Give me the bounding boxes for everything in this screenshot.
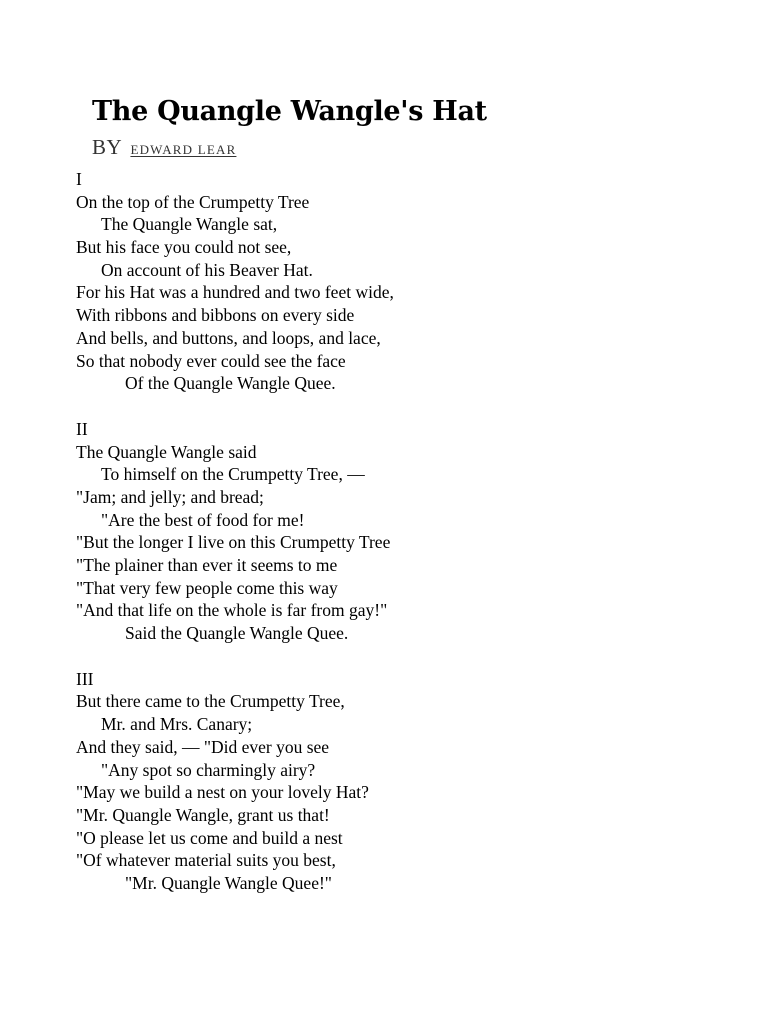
poem-line: "O please let us come and build a nest: [76, 827, 343, 848]
poem-line: So that nobody ever could see the face: [76, 350, 346, 371]
poem-line: "May we build a nest on your lovely Hat?: [76, 782, 369, 803]
poem-line: On account of his Beaver Hat.: [101, 259, 313, 280]
poem-line: "Of whatever material suits you best,: [76, 850, 336, 871]
stanza: [76, 418, 756, 645]
poem-line: "Mr. Quangle Wangle Quee!": [125, 872, 332, 893]
poem-line: "Mr. Quangle Wangle, grant us that!: [76, 804, 330, 825]
poem-line: But his face you could not see,: [76, 237, 292, 258]
poem-line: "That very few people come this way: [76, 577, 338, 598]
poem-line: The Quangle Wangle said: [76, 441, 257, 462]
poem-line: Of the Quangle Wangle Quee.: [125, 373, 336, 394]
poem-line: "But the longer I live on this Crumpetty Tree: [76, 532, 391, 553]
poem-line: With ribbons and bibbons on every side: [76, 305, 355, 326]
stanza: [76, 168, 756, 395]
poem-line: And they said, — "Did ever you see: [76, 736, 330, 757]
poem-line: "Any spot so charmingly airy?: [101, 759, 316, 780]
poem-line: Said the Quangle Wangle Quee.: [125, 623, 349, 644]
poem-line: For his Hat was a hundred and two feet wide,: [76, 282, 394, 303]
poem-body: [76, 168, 756, 918]
stanza: [76, 668, 756, 895]
stanza-numeral: I: [76, 169, 82, 189]
poem-line: "And that life on the whole is far from gay!": [76, 600, 388, 621]
poem-line: But there came to the Crumpetty Tree,: [76, 691, 345, 712]
poem-line: To himself on the Crumpetty Tree, —: [101, 464, 365, 485]
poem-line: And bells, and buttons, and loops, and lace,: [76, 327, 381, 348]
poem-line: The Quangle Wangle sat,: [101, 214, 278, 235]
poem-line: On the top of the Crumpetty Tree: [76, 191, 310, 212]
author-link[interactable]: EDWARD LEAR: [130, 142, 237, 157]
poem-line: Mr. and Mrs. Canary;: [101, 714, 253, 735]
by-label: BY: [92, 135, 123, 159]
page-title: The Quangle Wangle's Hat: [92, 96, 487, 127]
poem-line: "The plainer than ever it seems to me: [76, 555, 338, 575]
poem-line: "Jam; and jelly; and bread;: [76, 486, 264, 507]
poem-line: "Are the best of food for me!: [101, 509, 305, 530]
stanza-numeral: II: [76, 418, 88, 439]
byline: [92, 134, 236, 163]
stanza-numeral: III: [76, 668, 94, 689]
